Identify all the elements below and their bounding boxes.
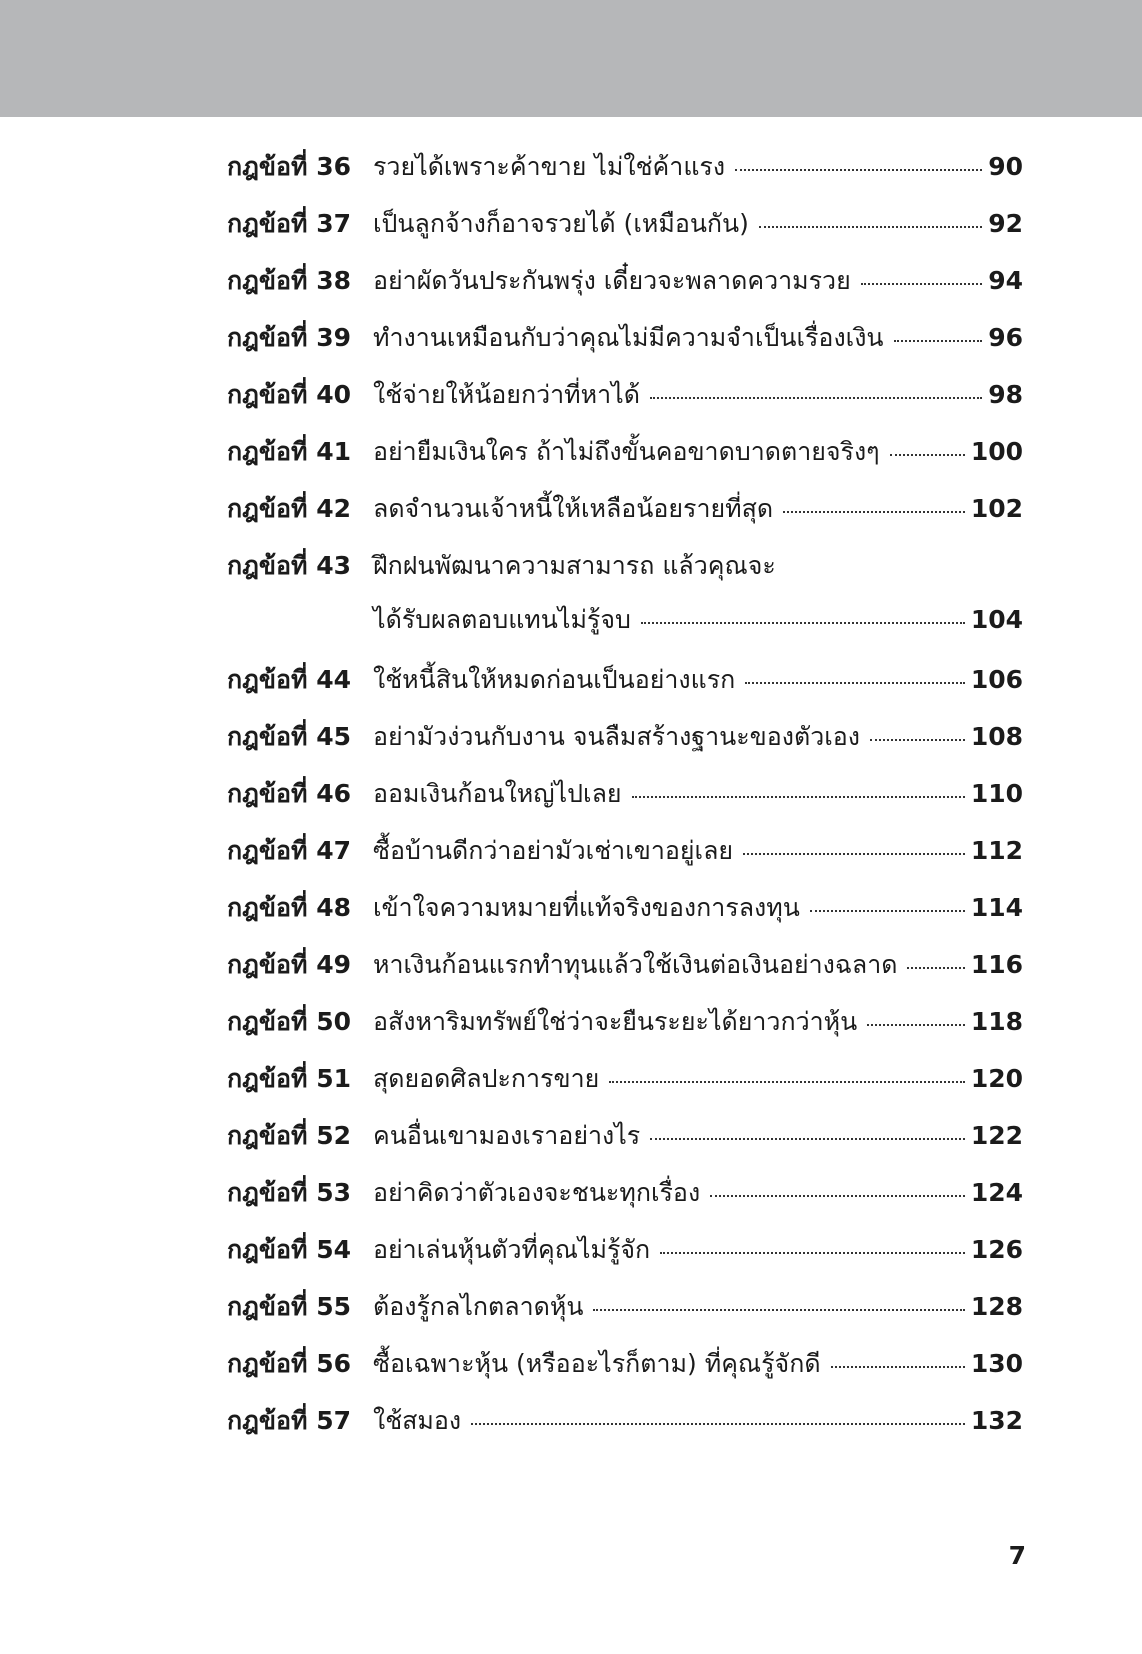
toc-page-number: 96 <box>988 323 1023 352</box>
toc-page-number: 106 <box>970 665 1023 694</box>
toc-page-number: 100 <box>970 437 1023 466</box>
toc-title: ใช้สมอง <box>373 1406 462 1435</box>
toc-entry <box>0 1275 1142 1332</box>
header-band <box>0 0 1142 117</box>
toc-entry <box>0 363 1142 420</box>
dot-leader <box>641 622 965 624</box>
dot-leader <box>593 1309 964 1311</box>
toc-title-line <box>373 1002 1023 1042</box>
toc-page-number: 122 <box>970 1121 1023 1150</box>
toc-title: ซื้อเฉพาะหุ้น (หรืออะไรก็ตาม) ที่คุณรู้จักดี <box>373 1349 821 1378</box>
toc-title-line <box>373 546 1023 586</box>
toc-page-number: 104 <box>970 605 1023 634</box>
rule-number-label: กฎข้อที่ 46 <box>227 779 351 808</box>
toc-title: อย่ายืมเงินใคร ถ้าไม่ถึงขั้นคอขาดบาดตายจริงๆ <box>373 437 880 466</box>
toc-entry <box>0 1161 1142 1218</box>
toc-entry <box>0 135 1142 192</box>
toc-title-line <box>373 1116 1023 1156</box>
rule-number-label: กฎข้อที่ 39 <box>227 323 351 352</box>
toc-title: หาเงินก้อนแรกทำทุนแล้วใช้เงินต่อเงินอย่างฉลาด <box>373 950 898 979</box>
dot-leader <box>743 853 965 855</box>
toc-page-number: 132 <box>970 1406 1023 1435</box>
dot-leader <box>861 283 982 285</box>
dot-leader <box>650 1138 965 1140</box>
toc-title: อย่ามัวง่วนกับงาน จนลืมสร้างฐานะของตัวเอง <box>373 722 861 751</box>
toc-page-number: 94 <box>988 266 1023 295</box>
toc-title-line <box>373 831 1023 871</box>
dot-leader <box>810 910 965 912</box>
toc-title-line <box>373 432 1023 472</box>
toc-entry <box>0 876 1142 933</box>
toc-title: ใช้จ่ายให้น้อยกว่าที่หาได้ <box>373 380 640 409</box>
toc-entry <box>0 648 1142 705</box>
toc-title-line <box>373 318 1023 358</box>
toc-title: ต้องรู้กลไกตลาดหุ้น <box>373 1292 584 1321</box>
dot-leader <box>735 169 982 171</box>
rule-number-label: กฎข้อที่ 50 <box>227 1007 351 1036</box>
rule-number-label: กฎข้อที่ 57 <box>227 1406 351 1435</box>
toc-title-line <box>373 774 1023 814</box>
toc-page-number: 102 <box>970 494 1023 523</box>
rule-number-label: กฎข้อที่ 51 <box>227 1064 351 1093</box>
toc-title: รวยได้เพราะค้าขาย ไม่ใช่ค้าแรง <box>373 152 726 181</box>
toc-title: คนอื่นเขามองเราอย่างไร <box>373 1121 641 1150</box>
toc-page-number: 130 <box>970 1349 1023 1378</box>
toc-entry <box>0 249 1142 306</box>
toc-entry <box>0 819 1142 876</box>
toc-title: อย่าผัดวันประกันพรุ่ง เดี๋ยวจะพลาดความรวย <box>373 266 851 295</box>
table-of-contents <box>0 135 1142 1446</box>
toc-title: อย่าเล่นหุ้นตัวที่คุณไม่รู้จัก <box>373 1235 651 1264</box>
dot-leader <box>870 739 965 741</box>
toc-title-line <box>373 1287 1023 1327</box>
toc-entry <box>0 534 1142 648</box>
toc-entry <box>0 933 1142 990</box>
toc-title: สุดยอดศิลปะการขาย <box>373 1064 600 1093</box>
toc-page-number: 114 <box>970 893 1023 922</box>
dot-leader <box>745 682 965 684</box>
rule-number-label: กฎข้อที่ 40 <box>227 380 351 409</box>
toc-title-line <box>373 660 1023 700</box>
rule-number-label: กฎข้อที่ 41 <box>227 437 351 466</box>
rule-number-label: กฎข้อที่ 44 <box>227 665 351 694</box>
toc-title: ฝึกฝนพัฒนาความสามารถ แล้วคุณจะ <box>373 551 776 580</box>
dot-leader <box>660 1252 965 1254</box>
rule-number-label: กฎข้อที่ 48 <box>227 893 351 922</box>
toc-entry <box>0 306 1142 363</box>
toc-title: อสังหาริมทรัพย์ใช่ว่าจะยืนระยะได้ยาวกว่าหุ้น <box>373 1007 858 1036</box>
toc-entry <box>0 477 1142 534</box>
rule-number-label: กฎข้อที่ 54 <box>227 1235 351 1264</box>
toc-title-line <box>373 375 1023 415</box>
dot-leader <box>632 796 965 798</box>
toc-entry <box>0 705 1142 762</box>
dot-leader <box>609 1081 965 1083</box>
toc-title-line <box>373 945 1023 985</box>
toc-page-number: 92 <box>988 209 1023 238</box>
toc-page-number: 110 <box>970 779 1023 808</box>
dot-leader <box>907 967 964 969</box>
dot-leader <box>759 226 982 228</box>
toc-entry <box>0 192 1142 249</box>
toc-title: ซื้อบ้านดีกว่าอย่ามัวเช่าเขาอยู่เลย <box>373 836 734 865</box>
toc-entry <box>0 990 1142 1047</box>
toc-entry <box>0 1332 1142 1389</box>
toc-page-number: 108 <box>970 722 1023 751</box>
dot-leader <box>890 454 965 456</box>
toc-title: ใช้หนี้สินให้หมดก่อนเป็นอย่างแรก <box>373 665 736 694</box>
page-number: 7 <box>1008 1541 1026 1570</box>
toc-entry <box>0 762 1142 819</box>
toc-title-line <box>373 1173 1023 1213</box>
toc-title-line <box>373 888 1023 928</box>
rule-number-label: กฎข้อที่ 55 <box>227 1292 351 1321</box>
toc-entry <box>0 1047 1142 1104</box>
rule-number-label: กฎข้อที่ 43 <box>227 551 351 580</box>
toc-page-number: 90 <box>988 152 1023 181</box>
toc-page-number: 128 <box>970 1292 1023 1321</box>
toc-title: เป็นลูกจ้างก็อาจรวยได้ (เหมือนกัน) <box>373 209 749 238</box>
toc-title: อย่าคิดว่าตัวเองจะชนะทุกเรื่อง <box>373 1178 701 1207</box>
toc-title: เข้าใจความหมายที่แท้จริงของการลงทุน <box>373 893 800 922</box>
rule-number-label: กฎข้อที่ 53 <box>227 1178 351 1207</box>
toc-title-line <box>373 261 1023 301</box>
toc-title-line <box>373 600 1023 640</box>
dot-leader <box>710 1195 965 1197</box>
toc-title-line <box>373 717 1023 757</box>
toc-title: ลดจำนวนเจ้าหนี้ให้เหลือน้อยรายที่สุด <box>373 494 774 523</box>
toc-title-line <box>373 489 1023 529</box>
dot-leader <box>894 340 983 342</box>
toc-entry <box>0 1104 1142 1161</box>
dot-leader <box>650 397 982 399</box>
toc-page-number: 118 <box>970 1007 1023 1036</box>
rule-number-label: กฎข้อที่ 36 <box>227 152 351 181</box>
toc-entry <box>0 1218 1142 1275</box>
dot-leader <box>783 511 965 513</box>
rule-number-label: กฎข้อที่ 49 <box>227 950 351 979</box>
toc-title: ออมเงินก้อนใหญ่ไปเลย <box>373 779 622 808</box>
toc-page-number: 126 <box>970 1235 1023 1264</box>
toc-title-line <box>373 1230 1023 1270</box>
dot-leader <box>867 1024 965 1026</box>
dot-leader <box>831 1366 965 1368</box>
toc-page-number: 120 <box>970 1064 1023 1093</box>
rule-number-label: กฎข้อที่ 37 <box>227 209 351 238</box>
rule-number-label: กฎข้อที่ 47 <box>227 836 351 865</box>
toc-title-line <box>373 1344 1023 1384</box>
toc-page-number: 112 <box>970 836 1023 865</box>
toc-title-line <box>373 1059 1023 1099</box>
toc-page-number: 98 <box>988 380 1023 409</box>
toc-entry <box>0 1389 1142 1446</box>
toc-title-line <box>373 147 1023 187</box>
rule-number-label: กฎข้อที่ 42 <box>227 494 351 523</box>
toc-title-line <box>373 1401 1023 1441</box>
toc-title-continued: ได้รับผลตอบแทนไม่รู้จบ <box>373 605 631 634</box>
rule-number-label: กฎข้อที่ 52 <box>227 1121 351 1150</box>
toc-title-line <box>373 204 1023 244</box>
rule-number-label: กฎข้อที่ 45 <box>227 722 351 751</box>
rule-number-label: กฎข้อที่ 56 <box>227 1349 351 1378</box>
toc-page-number: 116 <box>970 950 1023 979</box>
toc-entry <box>0 420 1142 477</box>
rule-number-label: กฎข้อที่ 38 <box>227 266 351 295</box>
toc-page-number: 124 <box>970 1178 1023 1207</box>
dot-leader <box>471 1423 965 1425</box>
toc-title: ทำงานเหมือนกับว่าคุณไม่มีความจำเป็นเรื่องเงิน <box>373 323 884 352</box>
